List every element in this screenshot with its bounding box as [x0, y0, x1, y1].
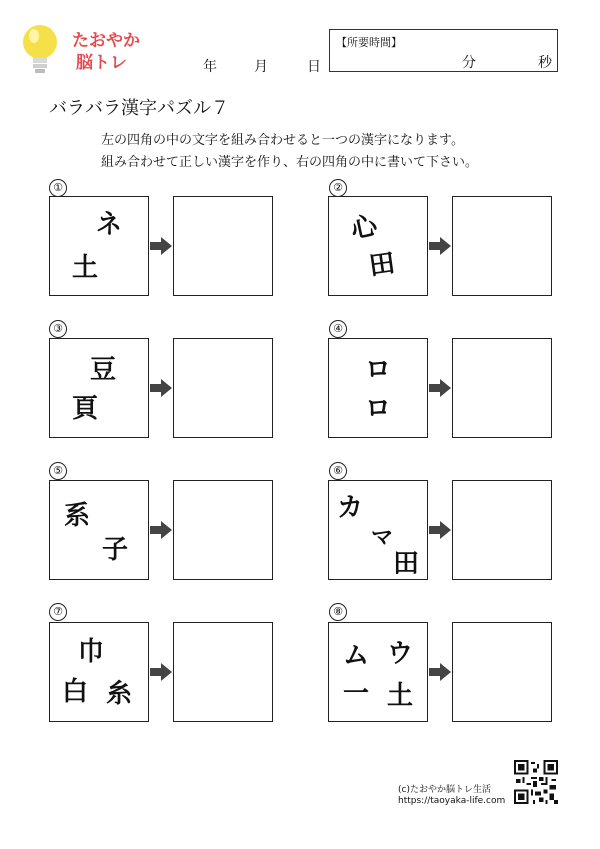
puzzle-pieces-box [328, 622, 428, 722]
kanji-piece: 糸 [106, 679, 133, 709]
kanji-piece: 子 [102, 535, 129, 565]
footer-url[interactable]: https://taoyaka-life.com [398, 796, 506, 806]
answer-box[interactable] [452, 622, 552, 722]
qr-code-icon [514, 760, 558, 804]
arrow-right-icon [429, 663, 451, 681]
puzzle-pieces-box [49, 622, 149, 722]
arrow-right-icon [150, 521, 172, 539]
answer-box[interactable] [452, 480, 552, 580]
answer-box[interactable] [452, 338, 552, 438]
arrow-right-icon [429, 521, 451, 539]
question-number: ⑥ [329, 462, 347, 480]
arrow-right-icon [150, 237, 172, 255]
kanji-piece: 頁 [72, 394, 99, 424]
time-box [329, 29, 558, 72]
kanji-piece: 一 [343, 679, 370, 709]
kanji-piece: 田 [393, 549, 420, 579]
minutes-label: 分 [462, 55, 476, 71]
arrow-right-icon [429, 379, 451, 397]
answer-box[interactable] [173, 622, 273, 722]
question-number: ⑤ [49, 462, 67, 480]
kanji-piece: マ [371, 525, 394, 551]
kanji-piece: ロ [365, 355, 392, 385]
question-number: ⑦ [49, 603, 67, 621]
seconds-label: 秒 [538, 55, 552, 71]
month-label: 月 [254, 59, 268, 75]
kanji-piece: ウ [387, 639, 414, 669]
page-title: バラバラ漢字パズル７ [49, 98, 229, 119]
answer-box[interactable] [173, 338, 273, 438]
puzzle-pieces-box [49, 480, 149, 580]
kanji-piece: ネ [96, 210, 123, 240]
kanji-piece: 田 [367, 248, 397, 282]
question-number: ⑧ [329, 603, 347, 621]
kanji-piece: 豆 [90, 355, 117, 385]
kanji-piece: ロ [365, 394, 392, 424]
puzzle-pieces-box [49, 196, 149, 296]
logo-line-1: たおやか [72, 31, 140, 51]
instruction-line-1: 左の四角の中の文字を組み合わせると一つの漢字になります。 [101, 133, 464, 148]
day-label: 日 [307, 59, 321, 75]
arrow-right-icon [150, 379, 172, 397]
logo-line-2: 脳トレ [76, 53, 127, 73]
arrow-right-icon [429, 237, 451, 255]
kanji-piece: 土 [72, 253, 99, 283]
puzzle-pieces-box [49, 338, 149, 438]
answer-box[interactable] [173, 480, 273, 580]
time-box-title: 【所要時間】 [336, 36, 402, 49]
puzzle-pieces-box [328, 338, 428, 438]
year-label: 年 [203, 59, 217, 75]
answer-box[interactable] [452, 196, 552, 296]
question-number: ① [49, 179, 67, 197]
kanji-piece: ム [343, 641, 370, 671]
kanji-piece: 心 [348, 210, 380, 246]
answer-box[interactable] [173, 196, 273, 296]
kanji-piece: 巾 [78, 637, 105, 667]
question-number: ③ [49, 320, 67, 338]
puzzle-pieces-box [328, 196, 428, 296]
kanji-piece: 白 [62, 677, 89, 707]
puzzle-pieces-box [328, 480, 428, 580]
kanji-piece: 土 [387, 681, 414, 711]
question-number: ② [329, 179, 347, 197]
kanji-piece: 系 [64, 501, 91, 531]
question-number: ④ [329, 320, 347, 338]
arrow-right-icon [150, 663, 172, 681]
instruction-line-2: 組み合わせて正しい漢字を作り、右の四角の中に書いて下さい。 [101, 155, 479, 170]
footer-credit: (c)たおやか脳トレ生活 [398, 785, 491, 795]
kanji-piece: カ [337, 493, 364, 523]
